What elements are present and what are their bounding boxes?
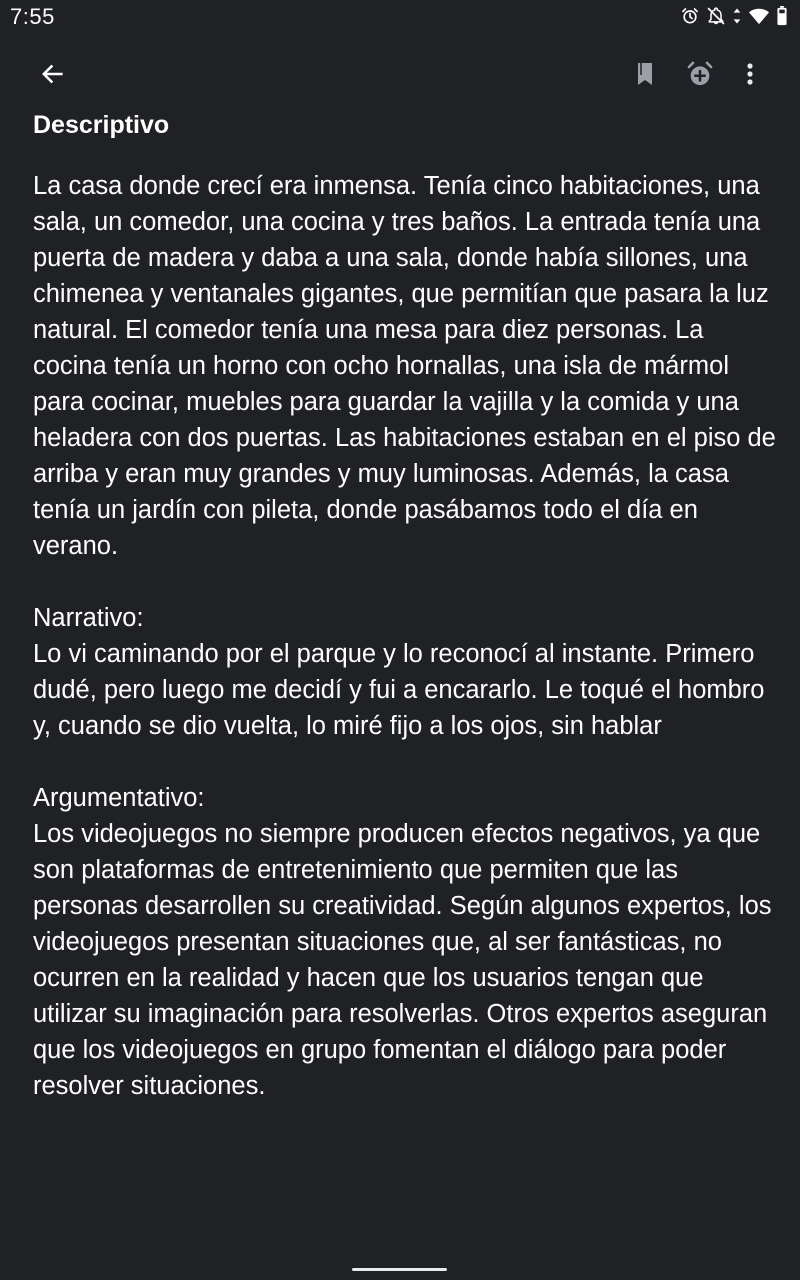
data-arrows-icon [732,6,742,26]
status-bar [0,0,800,36]
note-toolbar [0,52,800,104]
battery-icon [776,6,788,26]
bookmark-icon [633,61,657,92]
alarm-icon [680,6,700,26]
note-title[interactable]: Descriptivo [33,111,170,139]
status-time: 7:55 [10,4,55,29]
more-vert-icon [746,62,754,91]
back-button[interactable] [28,52,76,100]
notifications-off-icon [706,6,726,26]
wifi-icon [748,6,770,26]
status-icons [680,6,788,26]
arrow-back-icon [38,60,66,93]
add-reminder-button[interactable] [676,52,724,100]
gesture-handle[interactable] [352,1268,447,1271]
archive-button[interactable] [621,52,669,100]
note-body[interactable]: La casa donde crecí era inmensa. Tenía cinco habitaciones, una sala, un comedor, una cocina y tres baños. La entrada tenía una puerta de madera y daba a una sala, donde había sillones, una chimenea y ventanales gigantes, que permitían que pasara la luz natural. El comedor tenía una mesa para diez personas. La cocina tenía un horno con ocho hornallas, una isla de mármol para cocinar, muebles para guardar la vajilla y la comida y una heladera con dos puertas. Las habitaciones estaban en el piso de arriba y eran muy grandes y muy luminosas. Además, la casa tenía un jardín con pileta, donde pasábamos todo el día en verano. Narrativo: Lo vi caminando por el parque y lo reconocí al instante. Primero dudé, pero luego me decidí y fui a encararlo. Le toqué el hombro y, cuando se dio vuelta, lo miré fijo a los ojos, sin hablar Argumentativo: Los videojuegos no siempre producen efectos negativos, ya que son plataformas de entretenimiento que permiten que las personas desarrollen su creatividad. Según algunos expertos, los videojuegos presentan situaciones que, al ser fantásticas, no ocurren en la realidad y hacen que los usuarios tengan que utilizar su imaginación para resolverlas. Otros expertos aseguran que los videojuegos en grupo fomentan el diálogo para poder resolver situaciones. [33,172,776,1100]
add-reminder-icon [686,60,714,93]
more-options-button[interactable] [726,52,774,100]
